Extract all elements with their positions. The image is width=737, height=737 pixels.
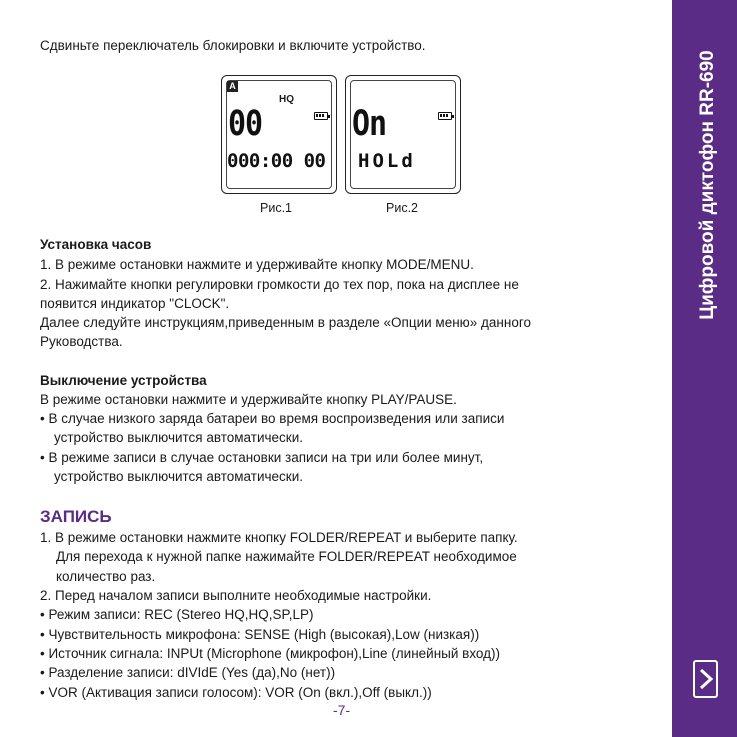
recording-title: ЗАПИСЬ (40, 507, 112, 526)
mode-badge: A (227, 81, 238, 92)
sidebar-title: Цифровой диктофон RR-690 (697, 50, 718, 320)
hold-message: HOLd (358, 150, 416, 172)
clock-line: Далее следуйте инструкциям,приведенным в разделе «Опции меню» данного (40, 315, 531, 330)
power-off-heading: Выключение устройства (40, 373, 207, 388)
recording-line: • Разделение записи: dIVIdE (Yes (да),No (нет)) (40, 665, 336, 680)
next-page-button[interactable] (693, 660, 718, 698)
page-number: -7- (333, 702, 351, 718)
battery-icon (438, 112, 452, 120)
clock-heading: Установка часов (40, 237, 152, 252)
recording-line: • Чувствительность микрофона: SENSE (High (высокая),Low (низкая)) (40, 627, 480, 642)
clock-line: 1. В режиме остановки нажмите и удерживайте кнопку MODE/MENU. (40, 257, 474, 272)
timer-readout: 000:00 00 (227, 150, 326, 172)
power-off-line: В режиме остановки нажмите и удерживайте кнопку PLAY/PAUSE. (40, 392, 457, 407)
chevron-right-icon (698, 668, 714, 690)
battery-icon (314, 112, 328, 120)
figure-1-caption: Рис.1 (260, 201, 292, 215)
recording-line: Для перехода к нужной папке нажимайте FOLDER/REPEAT необходимое (56, 549, 517, 564)
folder-number: 00 (228, 104, 263, 145)
clock-line: Руководства. (40, 334, 123, 349)
quality-indicator: HQ (279, 94, 294, 105)
recording-line: • VOR (Активация записи голосом): VOR (On (вкл.),Off (выкл.)) (40, 685, 432, 700)
recording-line: 2. Перед началом записи выполните необходимые настройки. (40, 588, 432, 603)
power-off-line: устройство выключится автоматически. (54, 430, 303, 445)
figure-2-caption: Рис.2 (386, 201, 418, 215)
clock-line: появится индикатор "CLOCK". (40, 296, 230, 311)
intro-text: Сдвиньте переключатель блокировки и включите устройство. (40, 38, 426, 53)
recording-line: 1. В режиме остановки нажмите кнопку FOLDER/REPEAT и выберите папку. (40, 530, 518, 545)
recording-line: • Режим записи: REC (Stereo HQ,HQ,SP,LP) (40, 607, 314, 622)
recording-line: • Источник сигнала: INPUt (Microphone (микрофон),Line (линейный вход)) (40, 646, 501, 661)
display-figure-1 (221, 75, 337, 194)
clock-line: 2. Нажимайте кнопки регулировки громкости до тех пор, пока на дисплее не (40, 277, 519, 292)
power-off-line: • В режиме записи в случае остановки записи на три или более минут, (40, 450, 484, 465)
display-figure-2 (345, 75, 461, 194)
recording-line: количество раз. (56, 569, 156, 584)
power-off-line: устройство выключится автоматически. (54, 469, 303, 484)
power-off-line: • В случае низкого заряда батареи во время воспроизведения или записи (40, 411, 505, 426)
hold-status: On (352, 104, 387, 145)
sidebar (672, 0, 737, 737)
